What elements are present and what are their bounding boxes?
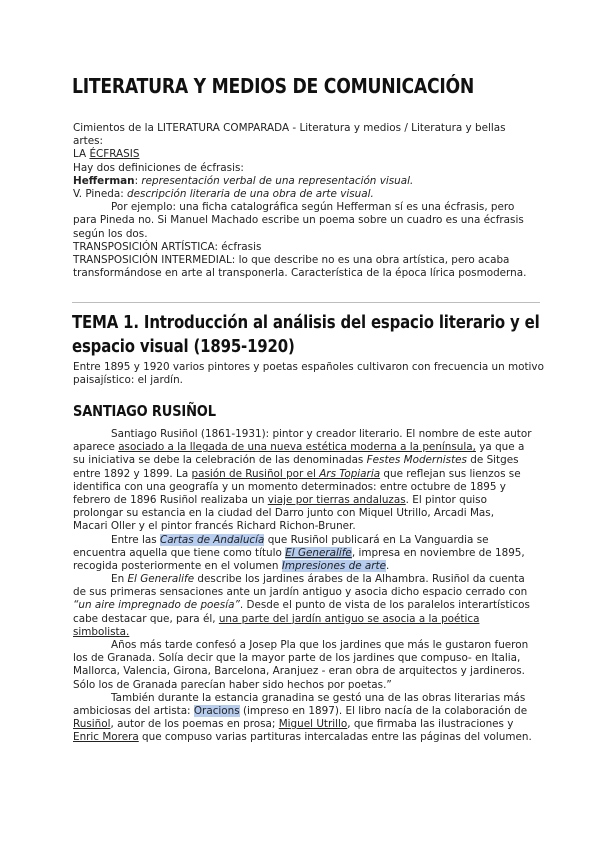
underlined-text: una parte del jardín antiguo se asocia a la poética (218, 612, 480, 625)
underlined-text: asociado a la llegada de una nueva estética moderna a la península, (118, 441, 476, 454)
definition-hefferman (73, 175, 545, 188)
tema-line (73, 374, 545, 387)
intro-line: Cimientos de la LITERATURA COMPARADA - Literatura y medios / Literatura y bellas (73, 122, 506, 134)
author-name: Hefferman (73, 174, 135, 187)
body-line (73, 468, 545, 481)
body-line: Macari Oller y el pintor francés Richard Richon-Bruner. (73, 520, 356, 533)
text-run: entre 1892 y 1899. La (73, 467, 192, 480)
underlined-name: Miguel Utrillo (278, 718, 348, 731)
ecfrasis-term: ÉCFRASIS (89, 148, 140, 161)
author-name: V. Pineda: (73, 187, 128, 200)
text-run: (impreso en 1897). El libro nacía de la colaboración de (239, 704, 528, 717)
body-line: Mallorca, Valencia, Girona, Barcelona, Aranjuez - eran obra de arquitectos y jardineros. (73, 665, 525, 678)
body-line: los de Granada. Solía decir que la mayor parte de los jardines que compuso- en Italia, (73, 652, 521, 665)
text-run: que compuso varias partituras intercaladas entre las páginas del volumen. (138, 731, 532, 744)
text-run: , impresa en noviembre de 1895, (351, 546, 525, 559)
underlined-name: Enric Morera (73, 731, 139, 744)
text-run: . (179, 374, 183, 387)
text-run: que Rusiñol publicará en La Vanguardia se (264, 533, 489, 546)
body-line (73, 718, 545, 731)
text-run: . El pintor quiso (405, 493, 487, 506)
body-line (73, 441, 545, 454)
underlined-text: pasión de Rusiñol por el (191, 467, 320, 480)
horizontal-divider (72, 302, 540, 303)
body-line (73, 599, 545, 612)
text-run: que reflejan sus lienzos se (380, 467, 521, 480)
quote-text: “un aire impregnado de poesía” (73, 599, 240, 612)
underlined-name: Rusiñol (73, 718, 111, 731)
body-line (73, 494, 545, 507)
tema-heading-line1: TEMA 1. Introducción al análisis del espacio literario y el (72, 312, 540, 333)
text-run: paisajístico: (73, 374, 138, 387)
body-line (73, 613, 545, 626)
body-line (73, 560, 545, 573)
text-run: También durante la estancia granadina se gestó una de las obras literarias más (111, 691, 526, 704)
text-run: , que firmaba las ilustraciones y (347, 718, 514, 731)
body-line (73, 705, 545, 718)
text-run: Por ejemplo: una ficha catalográfica según Hefferman sí es una écfrasis, pero (111, 201, 515, 214)
text-run: . Desde el punto de vista de los paralelos interartísticos (239, 599, 530, 612)
body-line (73, 573, 545, 586)
intro-line (73, 148, 545, 161)
intro-block (73, 122, 545, 280)
highlighted-title: Cartas de Andalucía (159, 533, 265, 546)
italic-title: El Generalife (127, 573, 195, 586)
body-line: identifica con una geografía y un momento determinados: entre octubre de 1895 y (73, 480, 506, 493)
jardin-term: el jardín (137, 374, 180, 387)
body-line: Sólo los de Granada parecían haber sido hechos por poetas.” (73, 678, 392, 691)
text-run: de Sitges (466, 454, 519, 467)
tema-line: Entre 1895 y 1920 varios pintores y poetas españoles cultivaron con frecuencia un motivo (73, 361, 544, 373)
tema-paragraph (73, 361, 545, 387)
text-run: Santiago Rusiñol (1861-1931): pintor y creador literario. El nombre de este autor (111, 428, 532, 440)
definition-text: descripción literaria de una obra de arte visual. (127, 187, 374, 200)
body-line (73, 534, 545, 547)
text-run: Entre las (111, 533, 160, 546)
intro-line: artes: (73, 135, 104, 148)
definition-text: representación verbal de una representación visual. (141, 174, 414, 187)
intro-line: Hay dos definiciones de écfrasis: (73, 161, 244, 174)
intro-line: según los dos. (73, 227, 148, 240)
intro-line: transformándose en arte al transponerla. Característica de la época lírica posmoderna. (73, 267, 527, 280)
underlined-text: simbolista. (73, 625, 130, 638)
text-run: febrero de 1896 Rusiñol realizaba un (73, 493, 268, 506)
body-line (73, 639, 545, 652)
text-run: . (386, 559, 390, 572)
section-heading: SANTIAGO RUSIÑOL (73, 402, 216, 420)
text-run: recogida posteriormente en el volumen (73, 559, 282, 572)
highlighted-title: Oracions (193, 704, 240, 717)
body-line (73, 626, 545, 639)
text-run: LA (73, 148, 90, 161)
italic-title: Ars Topiaria (319, 467, 381, 480)
text-run: ya que a (475, 441, 525, 454)
body-line (73, 731, 545, 744)
body-line (73, 692, 545, 705)
text-run: cabe destacar que, para él, (73, 612, 219, 625)
highlighted-title: El Generalife (285, 546, 352, 559)
text-run: Años más tarde confesó a Josep Pla que los jardines que más le gustaron fueron (111, 639, 529, 651)
intro-line: TRANSPOSICIÓN INTERMEDIAL: lo que describe no es una obra artística, pero acaba (73, 253, 510, 266)
highlighted-title: Impresiones de arte (281, 559, 387, 572)
section-body (73, 428, 545, 745)
text-run: , autor de los poemas en prosa; (110, 718, 279, 731)
text-run: aparece (73, 441, 119, 454)
italic-title: Festes Modernistes (366, 454, 467, 467)
body-line (73, 454, 545, 467)
text-run: describe los jardines árabes de la Alhambra. Rusiñol da cuenta (194, 573, 525, 586)
intro-line: TRANSPOSICIÓN ARTÍSTICA: écfrasis (73, 240, 262, 253)
intro-line (73, 201, 545, 214)
text-run: encuentra aquella que tiene como título (73, 546, 286, 559)
text-run: En (111, 573, 128, 586)
body-line (73, 547, 545, 560)
page-title: LITERATURA Y MEDIOS DE COMUNICACIÓN (72, 74, 475, 98)
body-line (73, 428, 545, 441)
body-line: prolongar su estancia en la ciudad del Darro junto con Miquel Utrillo, Arcadi Mas, (73, 507, 494, 520)
definition-pineda (73, 188, 545, 201)
text-run: ambiciosas del artista: (73, 704, 194, 717)
intro-line: para Pineda no. Si Manuel Machado escribe un poema sobre un cuadro es una écfrasis (73, 214, 524, 227)
text-run: : (134, 174, 142, 187)
underlined-text: viaje por tierras andaluzas (267, 493, 406, 506)
body-line: de sus primeras sensaciones ante un jardín antiguo y asocia dicho espacio cerrado con (73, 586, 528, 599)
tema-heading-line2: espacio visual (1895-1920) (72, 336, 295, 357)
text-run: su iniciativa se debe la celebración de las denominadas (73, 454, 367, 467)
